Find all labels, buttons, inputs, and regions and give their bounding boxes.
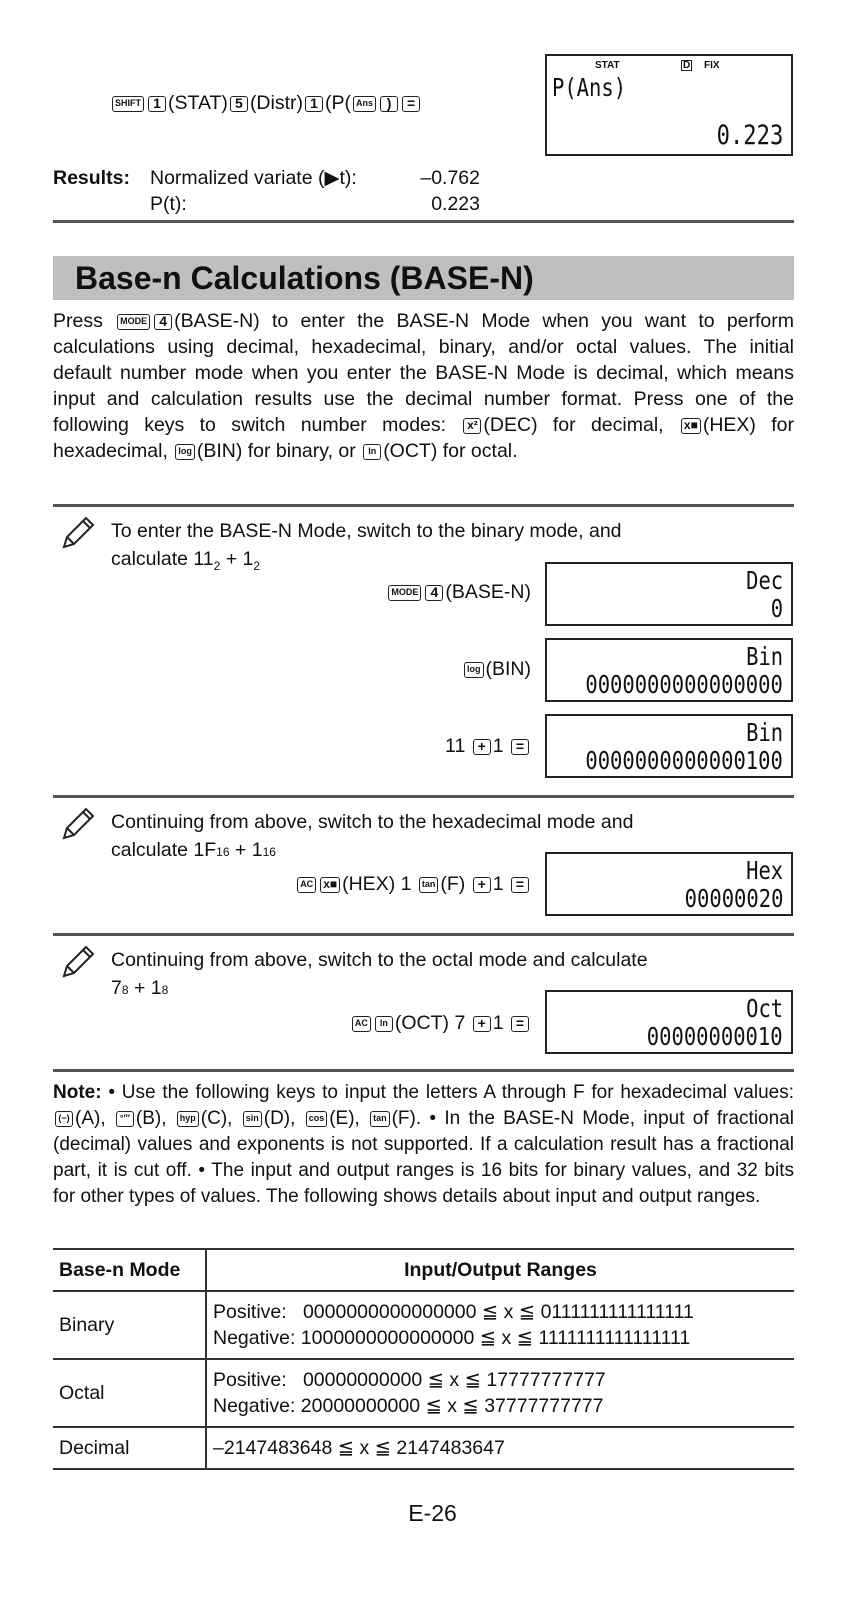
- example-3-display: Oct 00000000010: [545, 990, 793, 1054]
- cos-key: cos: [306, 1111, 328, 1127]
- close-paren-key: ): [380, 96, 398, 112]
- divider: [53, 933, 794, 936]
- x-power-key: x■: [681, 418, 701, 434]
- ans-key: Ans: [353, 96, 376, 112]
- table-row: Decimal –2147483648 ≦ x ≦ 2147483647: [53, 1427, 794, 1469]
- key-1b: 1: [305, 96, 323, 112]
- step-3-keys: 11 + 1 =: [445, 733, 531, 759]
- note-paragraph: Note: • Use the following keys to input the letters A through F for hexadecimal values: (−) (A), °′″ (B), hyp (C), sin (D), cos (E), tan (F). • In the BASE-N Mode, input of fractional (decimal) values and exponents is not supported. If a calculation result has a fractional part, it is cut off. • The input and output ranges is 16 bits for binary values, and 32 bits for other types of values. The following shows details about input and output ranges.: [53, 1082, 794, 1207]
- result-row-2-name: P(t):: [150, 193, 187, 215]
- example-3-line-1: Continuing from above, switch to the octal mode and calculate: [111, 949, 648, 971]
- divider: [53, 220, 794, 223]
- example-2-line-2: calculate 1F16 + 116: [111, 839, 276, 861]
- hex-text: (HEX) for hexadecimal,: [53, 414, 794, 462]
- section-title: Base-n Calculations (BASE-N): [75, 260, 534, 296]
- table-row: Octal Positive: 00000000000 ≦ x ≦ 17777777777 Negative: 20000000000 ≦ x ≦ 37777777777: [53, 1359, 794, 1427]
- ln-key: ln: [363, 444, 381, 460]
- log-key: log: [175, 444, 195, 460]
- intro-press: Press: [53, 310, 103, 332]
- tan-key: tan: [419, 877, 439, 893]
- hyp-key: hyp: [177, 1111, 199, 1127]
- equals-key: =: [511, 739, 529, 755]
- mode-key: MODE: [117, 314, 150, 330]
- table-header-row: [53, 1249, 794, 1291]
- sin-key: sin: [243, 1111, 262, 1127]
- step-1-keys: MODE 4 (BASE-N): [386, 579, 531, 605]
- bin-text: (BIN) for binary, or: [196, 440, 356, 462]
- p-label: (P(: [325, 92, 352, 114]
- example-2-display: Hex 00000020: [545, 852, 793, 916]
- display-line-1: P(Ans): [552, 73, 627, 102]
- degree-key: °′″: [116, 1111, 134, 1127]
- top-key-sequence: [110, 90, 422, 116]
- ln-key: ln: [375, 1016, 393, 1032]
- page-number: E-26: [408, 1500, 457, 1526]
- top-display: [545, 54, 793, 156]
- pencil-icon: [60, 944, 96, 980]
- ranges-table: [53, 1248, 794, 1470]
- example-3-line-2: 78 + 18: [111, 977, 169, 999]
- example-2-line-1: Continuing from above, switch to the hexadecimal mode and: [111, 811, 634, 833]
- stat-indicator: STAT: [595, 60, 620, 71]
- note-text-1: • Use the following keys to input the letters A through F for hexadecimal values:: [108, 1082, 794, 1103]
- step-1-display: Dec 0: [545, 562, 793, 626]
- example-1-line-2: calculate $11_2 + 1_2$: [111, 548, 261, 573]
- log-key: log: [464, 662, 484, 678]
- result-row-2-value: 0.223: [431, 193, 480, 215]
- table-row: Binary Positive: 0000000000000000 ≦ x ≦ 0111111111111111 Negative: 1000000000000000 ≦ x ≦ 1111111111111111: [53, 1291, 794, 1359]
- section-title-bar: [53, 256, 794, 300]
- results-block: [53, 165, 130, 191]
- intro-paragraph: [53, 308, 794, 464]
- negative-key: (−): [55, 1111, 73, 1127]
- shift-key: SHIFT: [112, 96, 144, 112]
- plus-key: +: [473, 877, 491, 893]
- stat-label: (STAT): [168, 92, 228, 114]
- note-text-2: • In the BASE-N Mode, input of fractional (decimal) values and exponents is not supported. If a calculation result has a fractional part, it is cut off. • The input and output ranges is 16 bits for binary values, and 32 bits for other types of values. The following shows details about input and output ranges.: [53, 1108, 794, 1207]
- plus-key: +: [473, 739, 491, 755]
- divider: [53, 504, 794, 507]
- step-3-display: Bin 0000000000000100: [545, 714, 793, 778]
- pencil-icon: [60, 515, 96, 551]
- d-indicator: D: [683, 60, 691, 71]
- result-row-1-value: –0.762: [420, 167, 480, 189]
- plus-key: +: [473, 1016, 491, 1032]
- key-4: 4: [154, 314, 172, 330]
- step-2-display: Bin 0000000000000000: [545, 638, 793, 702]
- results-label: Results:: [53, 167, 130, 189]
- oct-text: (OCT) for octal.: [383, 440, 518, 462]
- mode-key: MODE: [388, 585, 421, 601]
- tan-key: tan: [370, 1111, 390, 1127]
- key-4: 4: [425, 585, 443, 601]
- divider: [53, 795, 794, 798]
- key-1: 1: [148, 96, 166, 112]
- example-1-line-1: To enter the BASE-N Mode, switch to the binary mode, and: [111, 520, 622, 542]
- result-row-1-name: Normalized variate (▶t):: [150, 167, 357, 189]
- step-2-keys: log (BIN): [462, 656, 531, 682]
- key-5: 5: [230, 96, 248, 112]
- example-2-keys: AC x■ (HEX) 1 tan (F) + 1 =: [295, 871, 531, 897]
- equals-key: =: [511, 877, 529, 893]
- fix-indicator: FIX: [704, 60, 720, 71]
- ac-key: AC: [297, 877, 316, 893]
- intro-text: (BASE-N) to enter the BASE-N Mode when you want to perform calculations using decimal, hexadecimal, binary, and/or octal values. The initial default number mode when you enter the BASE-N Mode is decimal, which means input and calculation results use the decimal number format. Press one of the following keys to switch number modes:: [53, 310, 795, 436]
- divider: [53, 1069, 794, 1072]
- display-line-2: 0.223: [716, 120, 783, 151]
- table-header-mode: Base-n Mode: [53, 1249, 206, 1291]
- table-header-ranges: Input/Output Ranges: [206, 1249, 794, 1291]
- equals-key: =: [402, 96, 420, 112]
- dec-text: (DEC) for decimal,: [483, 414, 664, 436]
- ac-key: AC: [352, 1016, 371, 1032]
- note-label: Note:: [53, 1082, 102, 1103]
- pencil-icon: [60, 806, 96, 842]
- distr-label: (Distr): [249, 92, 304, 114]
- x-power-key: x■: [320, 877, 340, 893]
- x-squared-key: x²: [463, 418, 481, 434]
- example-3-keys: AC ln (OCT) 7 + 1 =: [350, 1010, 531, 1036]
- equals-key: =: [511, 1016, 529, 1032]
